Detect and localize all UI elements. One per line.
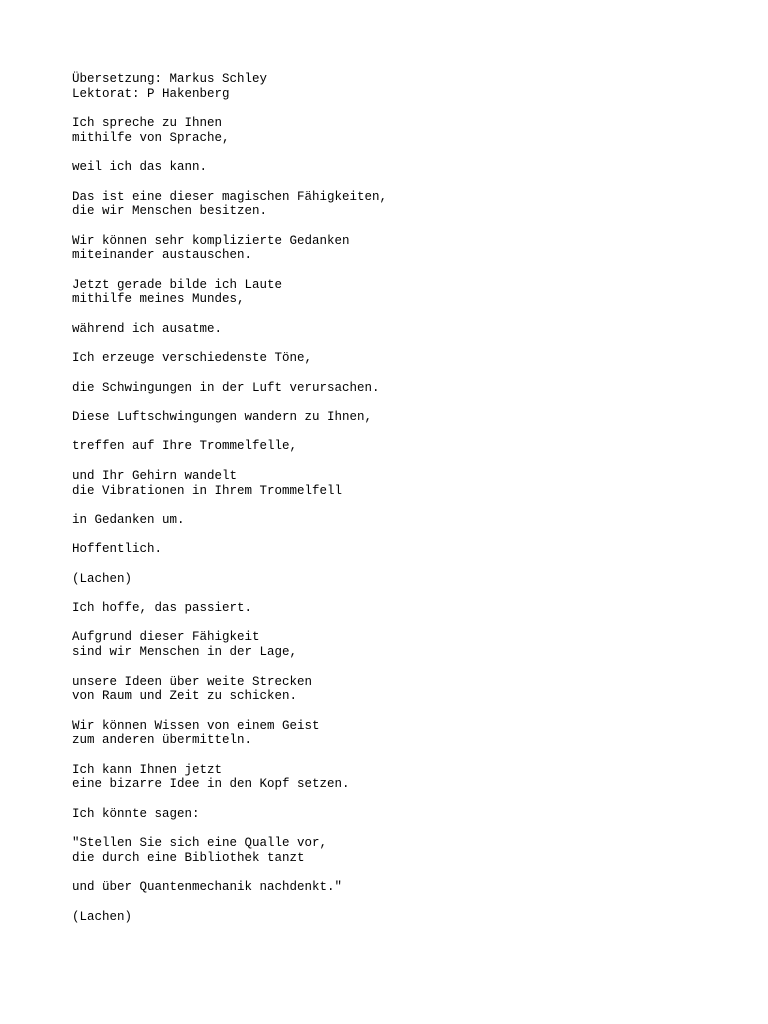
transcript-paragraph: [72, 322, 712, 337]
transcript-paragraph: [72, 160, 712, 175]
transcript-line: Ich kann Ihnen jetzt: [72, 762, 223, 777]
transcript-paragraph: [72, 719, 712, 748]
transcript-paragraph: [72, 469, 712, 498]
transcript-line: Diese Luftschwingungen wandern zu Ihnen,: [72, 410, 373, 425]
transcript-line: weil ich das kann.: [72, 160, 208, 175]
transcript-line: Ich erzeuge verschiedenste Töne,: [72, 351, 313, 366]
transcript-paragraph: [72, 630, 712, 659]
transcript-line: während ich ausatme.: [72, 321, 223, 336]
transcript-paragraph: [72, 836, 712, 865]
transcript-line: Ich könnte sagen:: [72, 806, 200, 821]
transcript-line: in Gedanken um.: [72, 512, 185, 527]
transcript-line: die wir Menschen besitzen.: [72, 204, 268, 219]
transcript-line: Ich spreche zu Ihnen: [72, 116, 223, 131]
transcript-paragraph: [72, 381, 712, 396]
transcript-line: mithilfe von Sprache,: [72, 130, 230, 145]
transcript-line: "Stellen Sie sich eine Qualle vor,: [72, 836, 328, 851]
transcript-paragraph: [72, 513, 712, 528]
transcript-line: (Lachen): [72, 909, 133, 924]
transcript-paragraph: [72, 542, 712, 557]
transcript-line: miteinander austauschen.: [72, 248, 253, 263]
transcript-line: Lektorat: P Hakenberg: [72, 86, 230, 101]
transcript-line: eine bizarre Idee in den Kopf setzen.: [72, 777, 350, 792]
transcript-line: und über Quantenmechanik nachdenkt.": [72, 880, 343, 895]
transcript-paragraph: [72, 880, 712, 895]
transcript-paragraph: [72, 278, 712, 307]
transcript-paragraph: [72, 190, 712, 219]
transcript-paragraph: [72, 807, 712, 822]
transcript-paragraph: [72, 410, 712, 425]
transcript-line: die Schwingungen in der Luft verursachen.: [72, 380, 380, 395]
transcript-line: mithilfe meines Mundes,: [72, 292, 245, 307]
transcript-paragraph: [72, 910, 712, 925]
transcript-line: Wir können Wissen von einem Geist: [72, 718, 320, 733]
transcript-line: die Vibrationen in Ihrem Trommelfell: [72, 483, 343, 498]
transcript-paragraph: [72, 601, 712, 616]
transcript-paragraph: [72, 763, 712, 792]
transcript-line: Ich hoffe, das passiert.: [72, 601, 253, 616]
transcript-paragraph: [72, 439, 712, 454]
transcript-line: die durch eine Bibliothek tanzt: [72, 850, 305, 865]
transcript-paragraph: [72, 234, 712, 263]
transcript-paragraph: [72, 572, 712, 587]
transcript-line: Übersetzung: Markus Schley: [72, 72, 268, 86]
transcript-line: und Ihr Gehirn wandelt: [72, 468, 238, 483]
transcript-line: von Raum und Zeit zu schicken.: [72, 689, 298, 704]
transcript-line: Hoffentlich.: [72, 542, 163, 557]
transcript-paragraph: [72, 116, 712, 145]
transcript-line: sind wir Menschen in der Lage,: [72, 645, 298, 660]
transcript-line: treffen auf Ihre Trommelfelle,: [72, 439, 298, 454]
transcript-line: (Lachen): [72, 571, 133, 586]
transcript-line: Das ist eine dieser magischen Fähigkeiten,: [72, 189, 388, 204]
transcript-paragraph: [72, 72, 712, 101]
transcript-paragraph: [72, 351, 712, 366]
transcript-line: unsere Ideen über weite Strecken: [72, 674, 313, 689]
transcript-paragraph: [72, 675, 712, 704]
document-page: [72, 72, 712, 939]
transcript-line: Aufgrund dieser Fähigkeit: [72, 630, 260, 645]
transcript-line: Jetzt gerade bilde ich Laute: [72, 277, 283, 292]
transcript-line: Wir können sehr komplizierte Gedanken: [72, 233, 350, 248]
transcript-line: zum anderen übermitteln.: [72, 733, 253, 748]
